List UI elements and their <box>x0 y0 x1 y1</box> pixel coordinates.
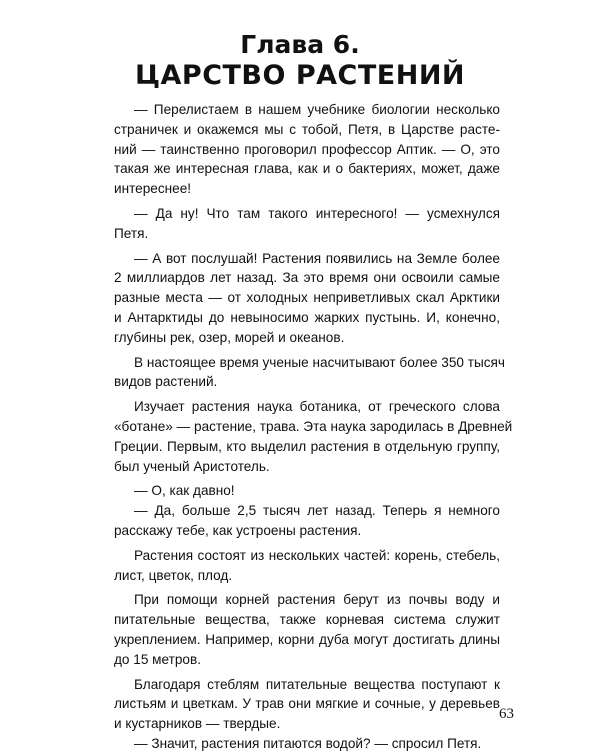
text-line: Благодаря стеблям питательные вещества поступают к <box>134 676 500 692</box>
chapter-number: Глава 6. <box>240 30 360 59</box>
text-line: ний — таинственно проговорил профессор Аптик. — О, это <box>114 141 500 157</box>
paragraph-botany <box>114 397 513 476</box>
text-line: Изучает растения наука ботаника, от греческого слова <box>134 399 500 415</box>
text-line: лист, цветок, плод. <box>114 567 233 583</box>
text-line: — О, как давно! <box>134 483 235 499</box>
text-line: 2 миллиардов лет назад. За это время они освоили самые <box>114 270 500 286</box>
text-line: такая же интересная глава, как и о бактериях, может, даже <box>114 161 500 177</box>
text-line: — Да, больше 2,5 тысяч лет назад. Теперь я немного <box>134 503 500 519</box>
text-line: — Перелистаем в нашем учебнике биологии несколько <box>134 102 500 117</box>
text-line: листьям и цветкам. У трав они мягкие и сочные, у деревьев <box>114 696 500 712</box>
paragraph-plant-parts <box>114 546 500 586</box>
paragraph-species-count <box>114 353 505 393</box>
text-line: страничек и окажемся мы с тобой, Петя, в Царстве расте- <box>114 121 500 137</box>
text-line: — А вот послушай! Растения появились на Земле более <box>134 250 500 266</box>
chapter-title: ЦАРСТВО РАСТЕНИЙ <box>134 60 466 91</box>
paragraph-stems <box>114 675 500 734</box>
text-line: был ученый Аристотель. <box>114 458 270 474</box>
text-line: В настоящее время ученые насчитывают более 350 тысяч <box>134 354 505 370</box>
text-line: Петя. <box>114 225 149 241</box>
text-line: Греции. Первым, кто выделил растения в отдельную группу, <box>114 438 500 454</box>
text-line: разные места — от холодных неприветливых скал Арктики <box>114 290 500 306</box>
text-line: — Да ну! Что там такого интересного! — усмехнулся <box>134 205 500 221</box>
text-line: интереснее! <box>114 181 192 197</box>
page-number: 63 <box>499 706 514 722</box>
text-line: видов растений. <box>114 374 218 390</box>
text-line: глубины рек, озер, морей и океанов. <box>114 329 345 345</box>
paragraph-intro <box>114 100 500 199</box>
paragraph-petya-question <box>114 734 500 754</box>
text-line: укреплением. Например, корни дуба могут достигать длины <box>114 631 500 647</box>
text-line: расскажу тебе, как устроены растения. <box>114 522 362 538</box>
paragraph-plants-history <box>114 249 500 348</box>
text-line: и Антарктиды до невыносимо жарких пустынь. И, конечно, <box>114 309 500 325</box>
text-line: Растения состоят из нескольких частей: корень, стебель, <box>134 547 500 563</box>
text-line: и кустарников — твердые. <box>114 716 281 732</box>
paragraph-petya-reply <box>114 204 500 244</box>
text-line: При помощи корней растения берут из почвы воду и <box>134 592 500 608</box>
text-line: питательные вещества, также корневая система служит <box>114 612 500 628</box>
paragraph-years-ago <box>114 501 500 541</box>
text-line: «ботане» — растение, трава. Эта наука зародилась в Древней <box>114 418 513 434</box>
paragraph-roots <box>114 590 500 669</box>
paragraph-petya-exclaim <box>114 481 500 501</box>
text-line: до 15 метров. <box>114 651 201 667</box>
text-line: — Значит, растения питаются водой? — спросил Петя. <box>134 735 482 751</box>
